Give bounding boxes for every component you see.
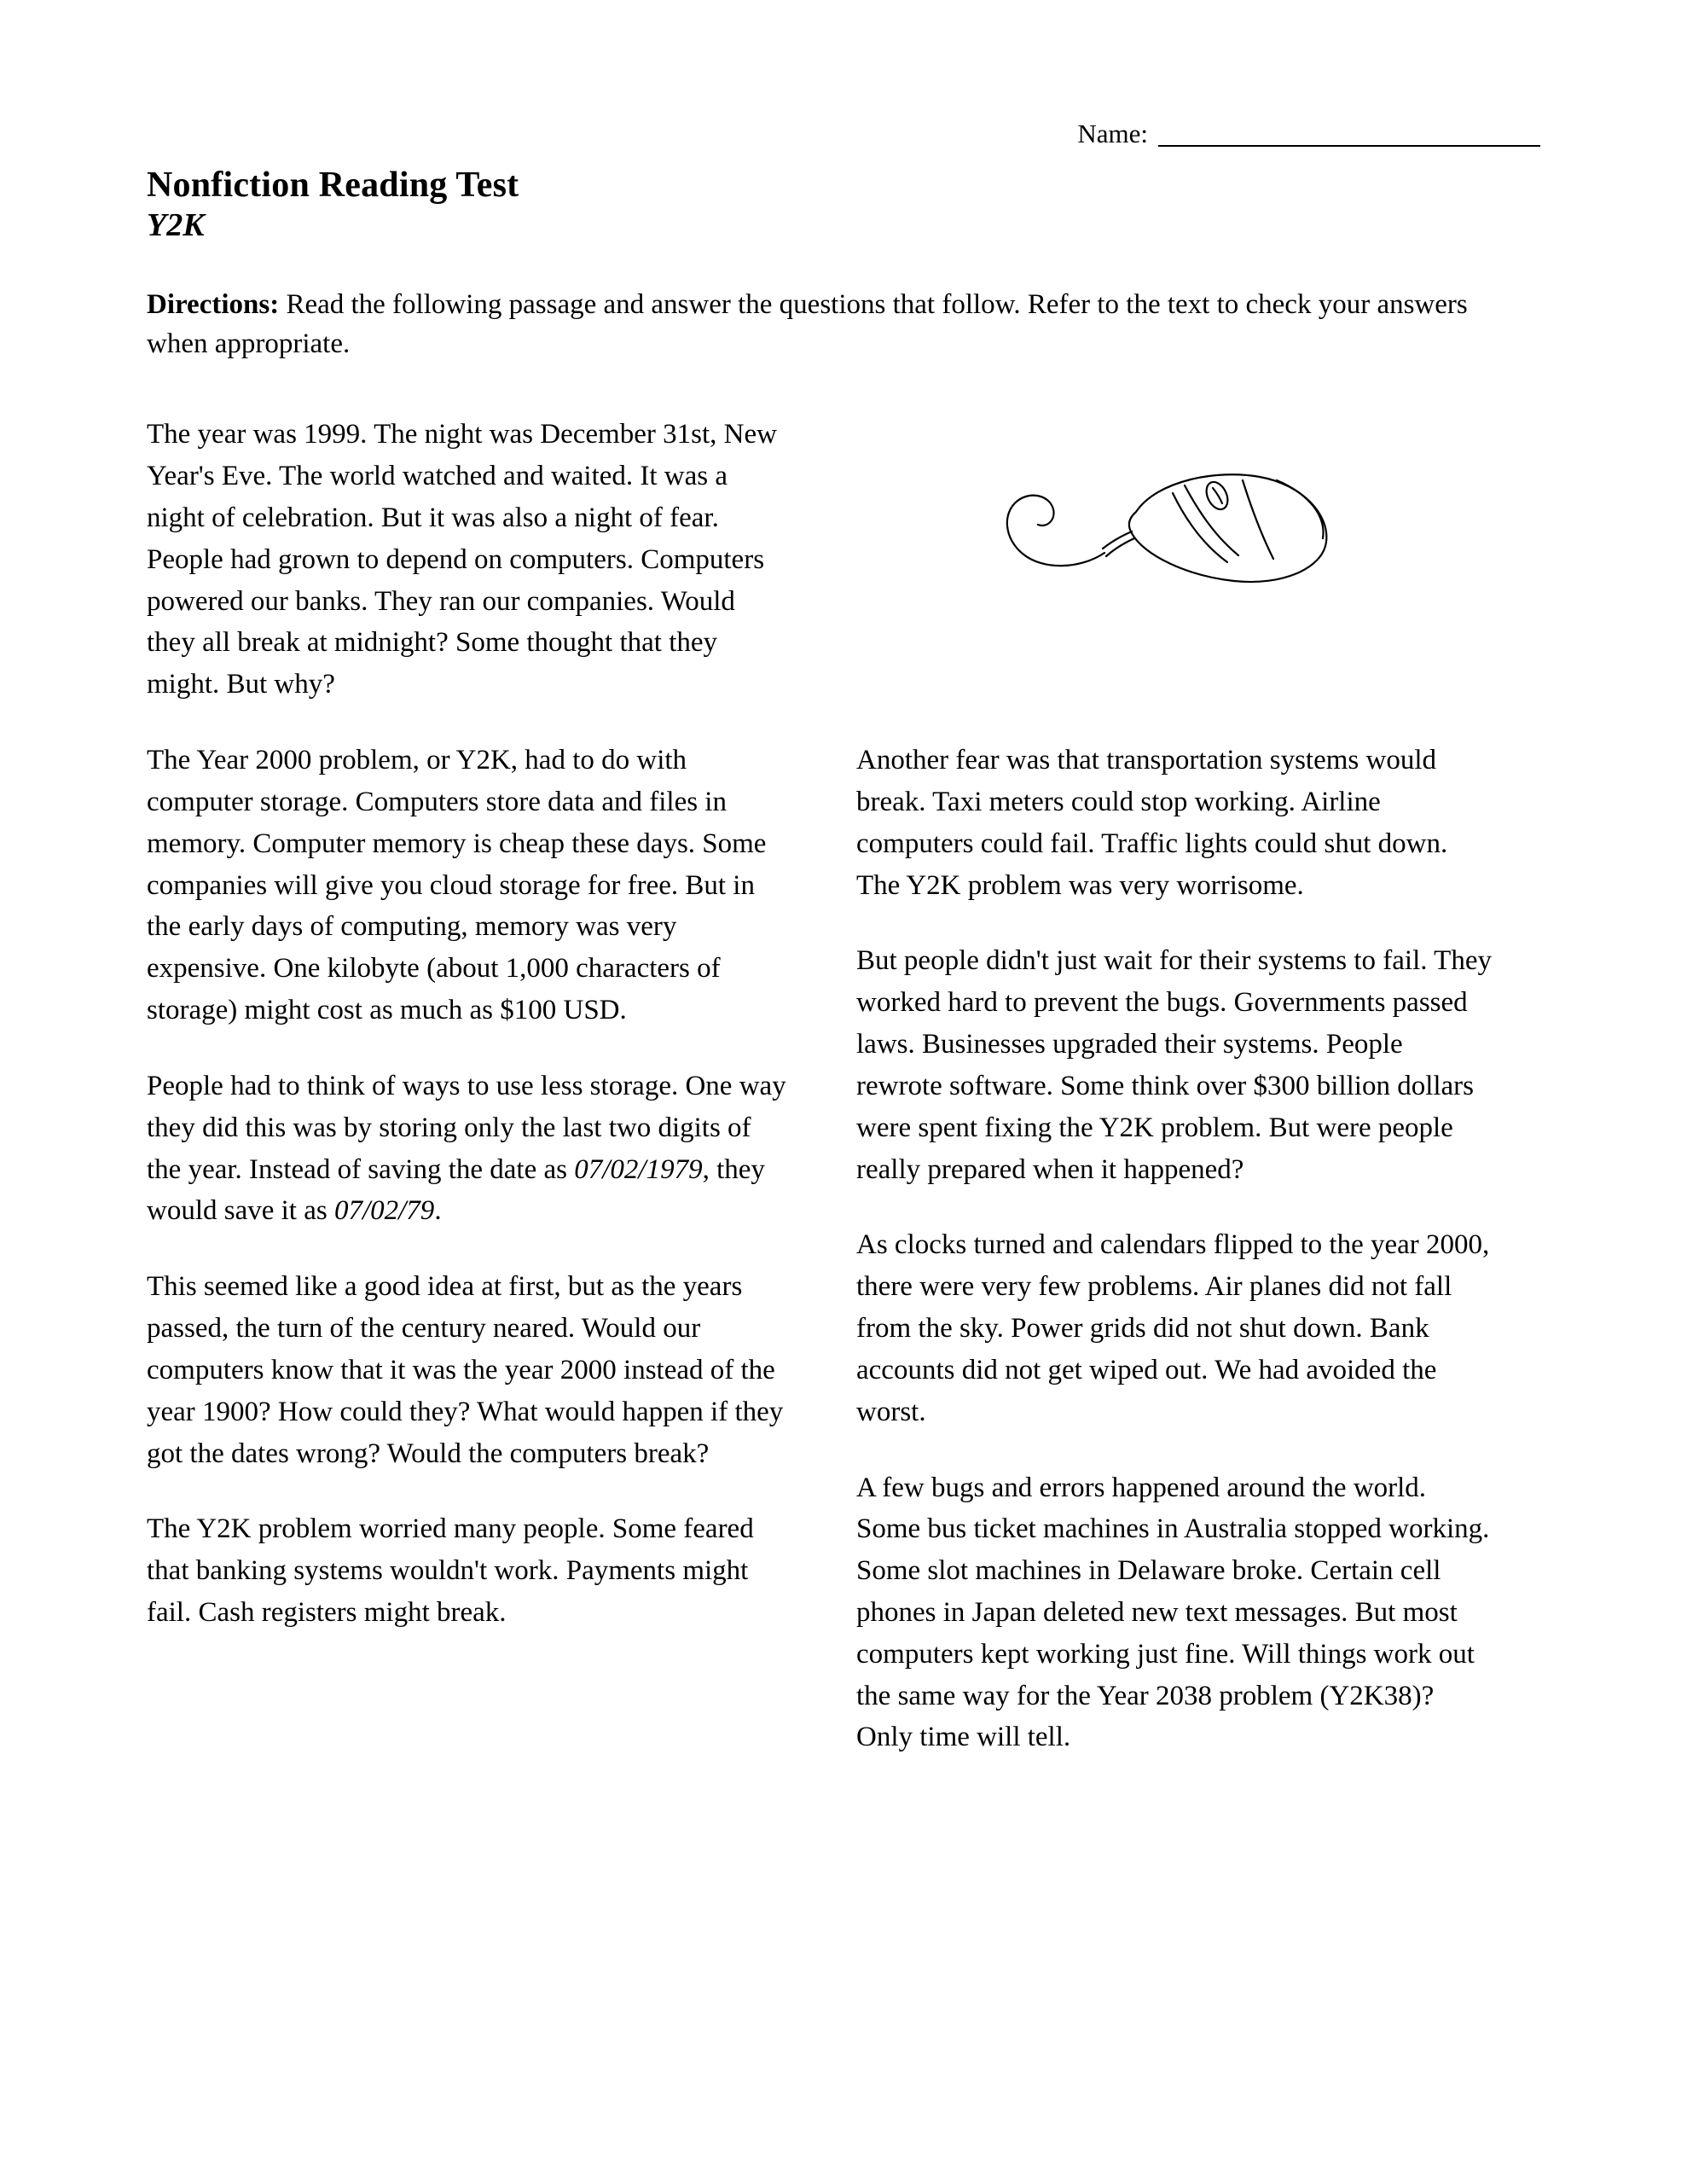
paragraph-storage bbox=[147, 1066, 786, 1232]
directions-text: Read the following passage and answer the questions that follow. Refer to the text to check your answers when appropriate. bbox=[147, 288, 1468, 360]
directions-label: Directions: bbox=[147, 288, 280, 320]
paragraph: The Y2K problem worried many people. Some feared that banking systems wouldn't work. Payments might fail. Cash registers might break. bbox=[147, 1513, 754, 1628]
page-content bbox=[147, 0, 1540, 1758]
passage-columns bbox=[147, 740, 1540, 1758]
name-input-blank[interactable] bbox=[1158, 123, 1540, 147]
name-field-row bbox=[147, 113, 1540, 147]
date-short: 07/02/79 bbox=[333, 1195, 435, 1227]
passage-body bbox=[147, 414, 1540, 1758]
name-label: Name: bbox=[1077, 119, 1148, 148]
paragraph: The year was 1999. The night was December 31st, New Year's Eve. The world watched and waited. It was a night of celebration. But it was also a night of fear. People had grown to depend on computers. Computers powered our banks. They ran our companies. Would they all break at midnight? Some thought that they might. But why? bbox=[147, 419, 777, 700]
paragraph-part: , they would save it as bbox=[147, 1153, 765, 1227]
directions-block bbox=[147, 285, 1511, 365]
passage-column-right bbox=[820, 740, 1494, 1758]
paragraph: Another fear was that transportation systems would break. Taxi meters could stop working. Airline computers could fail. Traffic lights could shut down. The Y2K problem was very worrisome. bbox=[856, 745, 1448, 901]
paragraph: A few bugs and errors happened around the world. Some bus ticket machines in Australia stopped working. Some slot machines in Delaware broke. Certain cell phones in Japan deleted new text messages. But most computers kept working just fine. Will things work out the same way for the Year 2038 problem (Y2K38)? Only time will tell. bbox=[856, 1472, 1490, 1753]
passage-column-left-top bbox=[147, 414, 820, 706]
paragraph: But people didn't just wait for their systems to fail. They worked hard to prevent the bugs. Governments passed laws. Businesses upgraded their systems. People rewrote software. Some think over $300 billion dollars were spent fixing the Y2K problem. But were people really prepared when it happened? bbox=[856, 945, 1492, 1185]
paragraph-part: . bbox=[434, 1195, 442, 1227]
computer-mouse-icon bbox=[961, 465, 1362, 627]
title-block bbox=[147, 166, 1540, 244]
paragraph: As clocks turned and calendars flipped to the year 2000, there were very few problems. Air planes did not fall from the sky. Power grids did not shut down. Bank accounts did not get wiped out. We had avoided the worst. bbox=[856, 1229, 1490, 1427]
passage-top-row bbox=[147, 414, 1540, 706]
date-long: 07/02/1979 bbox=[574, 1153, 703, 1185]
passage-column-left bbox=[147, 740, 820, 1758]
paragraph-part: People had to think of ways to use less storage. One way they did this was by storing only the last two digits of the year. Instead of saving the date as bbox=[147, 1070, 786, 1185]
paragraph: The Year 2000 problem, or Y2K, had to do with computer storage. Computers store data and files in memory. Computer memory is cheap these days. Some companies will give you cloud storage for free. But in the early days of computing, memory was very expensive. One kilobyte (about 1,000 characters of storage) might cost as much as $100 USD. bbox=[147, 745, 767, 1026]
illustration-container bbox=[820, 414, 1503, 627]
page-title: Nonfiction Reading Test bbox=[147, 166, 519, 205]
paragraph: This seemed like a good idea at first, but as the years passed, the turn of the century neared. Would our computers know that it was the year 2000 instead of the year 1900? How could they? What would happen if they got the dates wrong? Would the computers break? bbox=[147, 1271, 784, 1469]
page-subtitle: Y2K bbox=[147, 207, 205, 244]
